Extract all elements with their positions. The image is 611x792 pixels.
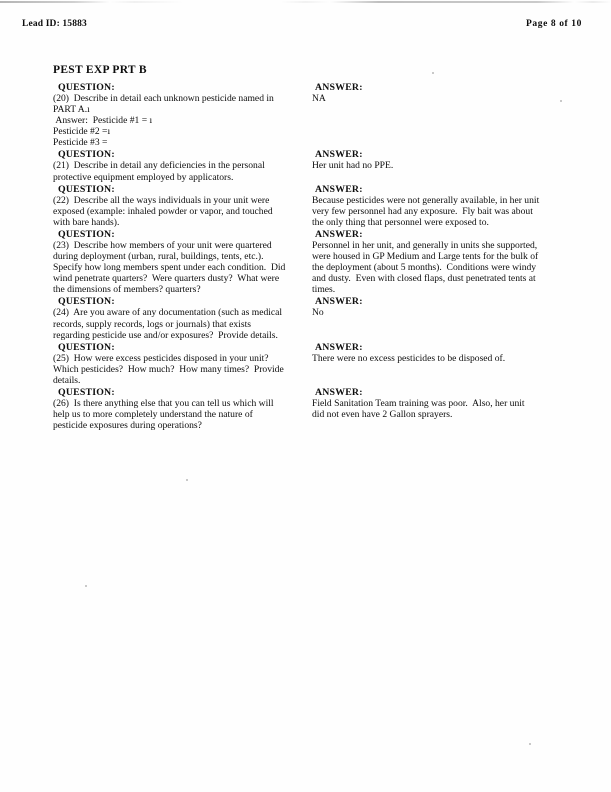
qa-columns [53,93,593,148]
answer-text [312,398,590,420]
question-line: exposed (example: inhaled powder or vapor, and touched [53,205,273,217]
qa-columns [53,353,593,386]
question-text [53,353,311,386]
answer-label: ANSWER: [315,183,363,195]
question-text [53,240,311,295]
scan-speck [529,743,531,745]
answer-label: ANSWER: [315,341,363,353]
question-label: QUESTION: [58,228,115,240]
question-line: (21) Describe in detail any deficiencies in the personal [53,160,265,172]
question-text [53,195,311,228]
qa-columns [53,195,593,228]
question-line: PART A.ı [53,104,90,116]
question-line: pesticide exposures during operations? [53,420,202,432]
question-line: Specify how long members spent under each condition. Did [53,262,286,274]
answer-text [312,93,590,104]
question-label: QUESTION: [58,183,115,195]
scan-speck [85,585,87,587]
question-line: records, supply records, logs or journals) that exists [53,318,251,330]
answer-label: ANSWER: [315,149,363,161]
question-text [53,398,311,431]
qa-label-row [53,296,593,307]
question-line: Answer: Pesticide #1 = ı [53,115,153,127]
qa-columns [53,307,593,340]
answer-text [312,307,590,318]
question-line: Which pesticides? How much? How many times? Provide [53,363,284,375]
question-line: details. [53,374,81,386]
answer-text [312,353,590,364]
question-answer-list [53,82,593,431]
answer-label: ANSWER: [315,296,363,308]
answer-label: ANSWER: [315,386,363,398]
answer-line: NA [312,93,326,104]
document-body [53,64,593,432]
answer-text [312,240,590,295]
qa-columns [53,240,593,295]
answer-line: No [312,307,324,319]
question-label: QUESTION: [58,296,115,308]
qa-block [53,296,593,340]
answer-label: ANSWER: [315,82,363,93]
question-line: (23) Describe how members of your unit were quartered [53,239,272,251]
qa-block [53,229,593,295]
question-text [53,93,311,148]
qa-block [53,342,593,386]
question-label: QUESTION: [58,149,115,161]
qa-columns [53,160,593,182]
question-line: with bare hands). [53,216,120,228]
question-line: Pesticide #2 =ı [53,126,111,138]
scan-speck [186,479,188,481]
page-number-text: Page 8 of 10 [525,19,582,29]
question-line: during deployment (urban, rural, buildings, tents, etc.). [53,251,264,263]
scan-edge-artifact [0,1,611,3]
answer-line: Field Sanitation Team training was poor. Also, her unit [312,397,525,409]
question-text [53,160,311,182]
answer-text [312,160,590,171]
question-label: QUESTION: [58,341,115,353]
answer-line: the only thing that personnel were exposed to. [312,216,489,228]
question-line: the dimensions of members? quarters? [53,284,201,296]
answer-line: the deployment (about 5 months). Conditions were windy [312,262,537,274]
answer-line: times. [312,284,336,296]
question-line: (26) Is there anything else that you can tell us which will [53,397,274,409]
answer-line: There were no excess pesticides to be disposed of. [312,352,506,364]
qa-block [53,82,593,148]
answer-line: and dusty. Even with closed flaps, dust penetrated tents at [312,273,536,285]
answer-line: did not even have 2 Gallon sprayers. [312,409,453,421]
qa-label-row [53,342,593,353]
question-line: (25) How were excess pesticides disposed in your unit? [53,352,269,364]
question-line: (24) Are you aware of any documentation (such as medical [53,307,283,319]
question-label: QUESTION: [58,386,115,398]
answer-text [312,195,590,228]
qa-columns [53,398,593,431]
question-label: QUESTION: [58,82,115,93]
page-running-header [22,19,582,33]
answer-line: very few personnel had any exposure. Fly bait was about [312,205,533,217]
qa-label-row [53,82,593,93]
qa-block [53,387,593,431]
question-line: regarding pesticide use and/or exposures? Provide details. [53,329,278,341]
answer-line: Because pesticides were not generally available, in her unit [312,194,540,206]
answer-line: were housed in GP Medium and Large tents for the bulk of [312,251,539,263]
question-line: (22) Describe all the ways individuals in your unit were [53,194,270,206]
question-line: protective equipment employed by applicators. [53,171,234,183]
question-line: Pesticide #3 = [53,137,108,149]
lead-id-text: Lead ID: 15883 [22,19,87,29]
qa-label-row [53,229,593,240]
question-line: (20) Describe in detail each unknown pesticide named in [53,93,274,104]
qa-label-row [53,149,593,160]
qa-block [53,149,593,182]
qa-label-row [53,184,593,195]
question-line: help us to more completely understand the nature of [53,409,253,421]
answer-line: Personnel in her unit, and generally in units she supported, [312,239,538,251]
question-line: wind penetrate quarters? Were quarters dusty? What were [53,273,280,285]
qa-label-row [53,387,593,398]
question-text [53,307,311,340]
form-title: PEST EXP PRT B [53,64,147,76]
answer-line: Her unit had no PPE. [312,160,394,172]
qa-block [53,184,593,228]
answer-label: ANSWER: [315,228,363,240]
